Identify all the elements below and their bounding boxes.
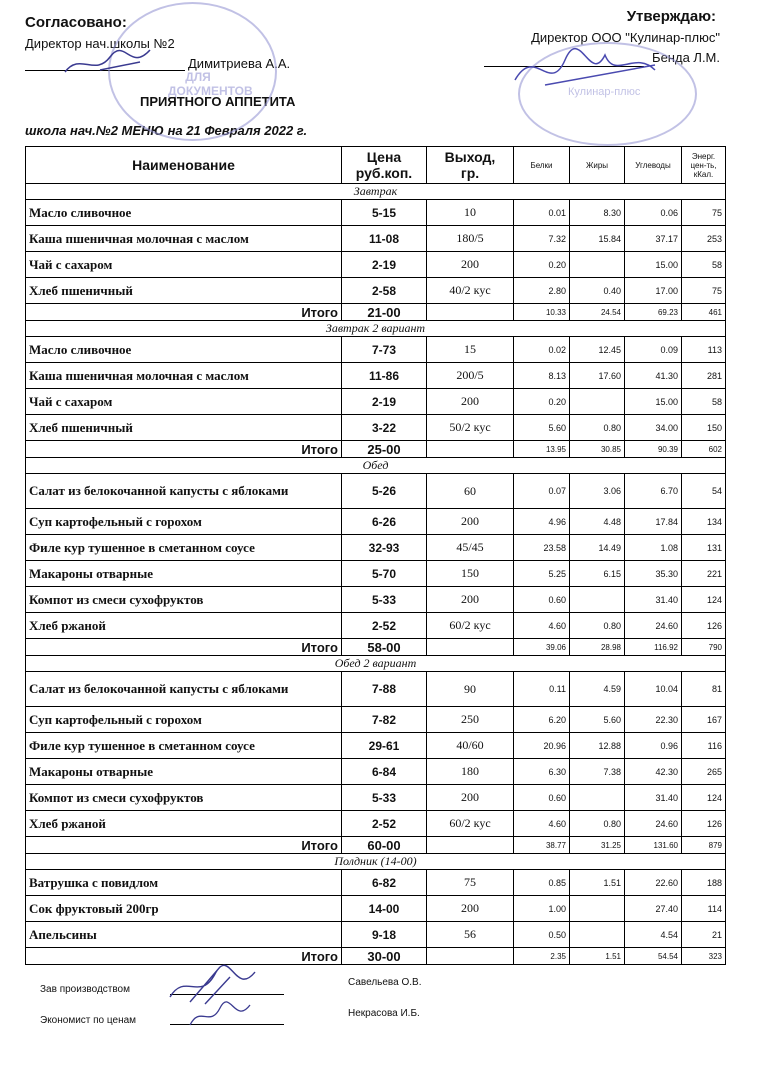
approved-title: Утверждаю: (626, 8, 716, 25)
item-price: 7-73 (342, 337, 427, 363)
item-kcal: 134 (682, 509, 726, 535)
item-fats: 0.80 (570, 613, 625, 639)
section-header-row (26, 184, 726, 200)
item-proteins: 0.50 (514, 922, 570, 948)
item-carbs: 31.40 (625, 785, 682, 811)
item-price: 5-26 (342, 474, 427, 509)
menu-item-row (26, 759, 726, 785)
total-kcal: 602 (682, 441, 726, 458)
column-carbs: Углеводы (625, 147, 682, 184)
item-price: 7-82 (342, 707, 427, 733)
menu-item-row (26, 707, 726, 733)
item-price: 5-33 (342, 785, 427, 811)
item-kcal: 75 (682, 200, 726, 226)
item-name: Чай с сахаром (26, 389, 342, 415)
menu-item-row (26, 337, 726, 363)
item-proteins: 0.85 (514, 870, 570, 896)
total-label: Итого (26, 639, 342, 656)
section-header-row (26, 854, 726, 870)
section-header-row (26, 656, 726, 672)
item-carbs: 24.60 (625, 613, 682, 639)
item-price: 2-52 (342, 811, 427, 837)
total-kcal: 461 (682, 304, 726, 321)
item-fats: 0.80 (570, 811, 625, 837)
item-fats (570, 785, 625, 811)
item-price: 2-19 (342, 252, 427, 278)
item-carbs: 22.60 (625, 870, 682, 896)
total-price: 21-00 (342, 304, 427, 321)
total-carbs: 131.60 (625, 837, 682, 854)
item-carbs: 35.30 (625, 561, 682, 587)
total-kcal: 323 (682, 948, 726, 965)
item-price: 2-19 (342, 389, 427, 415)
menu-item-row (26, 474, 726, 509)
item-kcal: 188 (682, 870, 726, 896)
item-kcal: 54 (682, 474, 726, 509)
item-fats: 14.49 (570, 535, 625, 561)
column-energy: Энерг. цен-ть, кКал. (682, 147, 726, 184)
item-carbs: 24.60 (625, 811, 682, 837)
item-proteins: 0.11 (514, 672, 570, 707)
menu-item-row (26, 587, 726, 613)
item-output: 200 (427, 509, 514, 535)
total-proteins: 13.95 (514, 441, 570, 458)
economist-signature (185, 1000, 265, 1030)
total-label: Итого (26, 837, 342, 854)
item-output: 45/45 (427, 535, 514, 561)
total-output-empty (427, 304, 514, 321)
item-kcal: 124 (682, 785, 726, 811)
item-fats: 5.60 (570, 707, 625, 733)
item-kcal: 253 (682, 226, 726, 252)
item-kcal: 58 (682, 389, 726, 415)
item-kcal: 113 (682, 337, 726, 363)
item-kcal: 131 (682, 535, 726, 561)
column-price: Цена руб.коп. (342, 147, 427, 184)
item-fats: 1.51 (570, 870, 625, 896)
section-header-row (26, 458, 726, 474)
item-proteins: 6.20 (514, 707, 570, 733)
item-kcal: 81 (682, 672, 726, 707)
column-proteins: Белки (514, 147, 570, 184)
item-output: 60/2 кус (427, 811, 514, 837)
item-fats: 4.59 (570, 672, 625, 707)
total-output-empty (427, 948, 514, 965)
item-fats (570, 389, 625, 415)
item-price: 5-70 (342, 561, 427, 587)
total-price: 30-00 (342, 948, 427, 965)
item-proteins: 7.32 (514, 226, 570, 252)
item-fats (570, 587, 625, 613)
total-fats: 28.98 (570, 639, 625, 656)
agreed-title: Согласовано: (25, 14, 127, 31)
item-output: 56 (427, 922, 514, 948)
item-output: 200 (427, 252, 514, 278)
item-price: 14-00 (342, 896, 427, 922)
total-proteins: 39.06 (514, 639, 570, 656)
menu-item-row (26, 672, 726, 707)
item-kcal: 126 (682, 811, 726, 837)
total-label: Итого (26, 304, 342, 321)
total-carbs: 90.39 (625, 441, 682, 458)
item-fats: 6.15 (570, 561, 625, 587)
item-name: Ватрушка с повидлом (26, 870, 342, 896)
item-name: Хлеб ржаной (26, 613, 342, 639)
item-price: 6-82 (342, 870, 427, 896)
menu-item-row (26, 415, 726, 441)
item-name: Компот из смеси сухофруктов (26, 785, 342, 811)
section-title: Завтрак (26, 184, 726, 200)
menu-item-row (26, 785, 726, 811)
total-label: Итого (26, 441, 342, 458)
total-fats: 24.54 (570, 304, 625, 321)
menu-item-row (26, 226, 726, 252)
item-kcal: 124 (682, 587, 726, 613)
section-title: Завтрак 2 вариант (26, 321, 726, 337)
agreed-signature (60, 42, 170, 82)
item-price: 11-86 (342, 363, 427, 389)
item-carbs: 0.09 (625, 337, 682, 363)
item-proteins: 0.02 (514, 337, 570, 363)
menu-item-row (26, 896, 726, 922)
total-fats: 31.25 (570, 837, 625, 854)
item-proteins: 4.60 (514, 811, 570, 837)
total-price: 58-00 (342, 639, 427, 656)
item-fats: 15.84 (570, 226, 625, 252)
column-fats: Жиры (570, 147, 625, 184)
item-price: 2-58 (342, 278, 427, 304)
item-output: 60/2 кус (427, 613, 514, 639)
menu-item-row (26, 200, 726, 226)
item-carbs: 4.54 (625, 922, 682, 948)
item-kcal: 126 (682, 613, 726, 639)
item-carbs: 0.06 (625, 200, 682, 226)
item-fats: 0.40 (570, 278, 625, 304)
item-carbs: 22.30 (625, 707, 682, 733)
item-output: 180 (427, 759, 514, 785)
item-proteins: 6.30 (514, 759, 570, 785)
agreed-name: Димитриева А.А. (188, 56, 291, 71)
item-price: 2-52 (342, 613, 427, 639)
item-proteins: 5.60 (514, 415, 570, 441)
item-price: 9-18 (342, 922, 427, 948)
item-name: Филе кур тушенное в сметанном соусе (26, 733, 342, 759)
item-proteins: 2.80 (514, 278, 570, 304)
item-name: Масло сливочное (26, 337, 342, 363)
item-name: Суп картофельный с горохом (26, 707, 342, 733)
item-name: Филе кур тушенное в сметанном соусе (26, 535, 342, 561)
menu-item-row (26, 613, 726, 639)
item-output: 75 (427, 870, 514, 896)
menu-item-row (26, 870, 726, 896)
item-carbs: 31.40 (625, 587, 682, 613)
approved-position: Директор ООО "Кулинар-плюс" (531, 30, 720, 45)
item-proteins: 8.13 (514, 363, 570, 389)
item-proteins: 1.00 (514, 896, 570, 922)
item-fats: 0.80 (570, 415, 625, 441)
item-kcal: 58 (682, 252, 726, 278)
item-name: Сок фруктовый 200гр (26, 896, 342, 922)
item-carbs: 17.00 (625, 278, 682, 304)
table-header-row (26, 147, 726, 184)
economist-name: Некрасова И.Б. (348, 1008, 420, 1019)
item-carbs: 6.70 (625, 474, 682, 509)
item-kcal: 167 (682, 707, 726, 733)
item-proteins: 20.96 (514, 733, 570, 759)
item-kcal: 21 (682, 922, 726, 948)
item-name: Апельсины (26, 922, 342, 948)
item-output: 200/5 (427, 363, 514, 389)
total-kcal: 790 (682, 639, 726, 656)
item-price: 7-88 (342, 672, 427, 707)
item-output: 90 (427, 672, 514, 707)
menu-item-row (26, 922, 726, 948)
item-fats (570, 922, 625, 948)
menu-item-row (26, 363, 726, 389)
item-name: Каша пшеничная молочная с маслом (26, 226, 342, 252)
item-price: 5-15 (342, 200, 427, 226)
total-proteins: 2.35 (514, 948, 570, 965)
item-carbs: 34.00 (625, 415, 682, 441)
item-carbs: 27.40 (625, 896, 682, 922)
item-kcal: 114 (682, 896, 726, 922)
item-kcal: 75 (682, 278, 726, 304)
item-kcal: 221 (682, 561, 726, 587)
total-output-empty (427, 639, 514, 656)
item-price: 29-61 (342, 733, 427, 759)
item-name: Масло сливочное (26, 200, 342, 226)
item-carbs: 10.04 (625, 672, 682, 707)
total-row (26, 639, 726, 656)
item-name: Хлеб пшеничный (26, 278, 342, 304)
total-price: 25-00 (342, 441, 427, 458)
item-fats: 8.30 (570, 200, 625, 226)
item-output: 40/2 кус (427, 278, 514, 304)
item-price: 11-08 (342, 226, 427, 252)
item-kcal: 265 (682, 759, 726, 785)
item-fats: 7.38 (570, 759, 625, 785)
item-name: Макароны отварные (26, 759, 342, 785)
total-carbs: 69.23 (625, 304, 682, 321)
item-fats: 12.88 (570, 733, 625, 759)
company-stamp-text: Кулинар-плюс (568, 86, 641, 98)
item-proteins: 0.20 (514, 252, 570, 278)
item-output: 200 (427, 389, 514, 415)
item-name: Хлеб пшеничный (26, 415, 342, 441)
school-stamp-text: ДЛЯ ДОКУМЕНТОВ (168, 70, 253, 98)
section-header-row (26, 321, 726, 337)
item-fats: 17.60 (570, 363, 625, 389)
total-fats: 30.85 (570, 441, 625, 458)
column-output: Выход, гр. (427, 147, 514, 184)
item-carbs: 42.30 (625, 759, 682, 785)
item-output: 10 (427, 200, 514, 226)
total-row (26, 441, 726, 458)
item-kcal: 116 (682, 733, 726, 759)
item-output: 40/60 (427, 733, 514, 759)
item-proteins: 4.96 (514, 509, 570, 535)
section-title: Обед 2 вариант (26, 656, 726, 672)
item-price: 3-22 (342, 415, 427, 441)
item-output: 200 (427, 587, 514, 613)
section-title: Обед (26, 458, 726, 474)
item-carbs: 41.30 (625, 363, 682, 389)
menu-item-row (26, 509, 726, 535)
item-fats: 3.06 (570, 474, 625, 509)
item-name: Хлеб ржаной (26, 811, 342, 837)
column-name: Наименование (26, 147, 342, 184)
menu-table (25, 146, 726, 965)
menu-item-row (26, 561, 726, 587)
item-output: 200 (427, 896, 514, 922)
item-carbs: 17.84 (625, 509, 682, 535)
item-kcal: 150 (682, 415, 726, 441)
total-output-empty (427, 837, 514, 854)
production-head-label: Зав производством (40, 984, 130, 995)
menu-item-row (26, 535, 726, 561)
item-output: 15 (427, 337, 514, 363)
item-proteins: 0.60 (514, 587, 570, 613)
item-output: 200 (427, 785, 514, 811)
total-row (26, 948, 726, 965)
agreed-position: Директор нач.школы №2 (25, 36, 175, 51)
total-row (26, 837, 726, 854)
item-name: Компот из смеси сухофруктов (26, 587, 342, 613)
item-fats: 12.45 (570, 337, 625, 363)
item-kcal: 281 (682, 363, 726, 389)
total-price: 60-00 (342, 837, 427, 854)
approved-name: Бенда Л.М. (652, 50, 720, 65)
total-fats: 1.51 (570, 948, 625, 965)
item-proteins: 0.01 (514, 200, 570, 226)
total-carbs: 116.92 (625, 639, 682, 656)
item-output: 250 (427, 707, 514, 733)
item-output: 150 (427, 561, 514, 587)
item-name: Макароны отварные (26, 561, 342, 587)
menu-item-row (26, 811, 726, 837)
menu-item-row (26, 389, 726, 415)
item-proteins: 0.20 (514, 389, 570, 415)
item-price: 6-26 (342, 509, 427, 535)
total-row (26, 304, 726, 321)
item-carbs: 1.08 (625, 535, 682, 561)
production-head-name: Савельева О.В. (348, 977, 422, 988)
greeting: ПРИЯТНОГО АППЕТИТА (140, 94, 296, 109)
item-proteins: 0.07 (514, 474, 570, 509)
item-output: 180/5 (427, 226, 514, 252)
item-carbs: 15.00 (625, 389, 682, 415)
item-price: 6-84 (342, 759, 427, 785)
item-carbs: 15.00 (625, 252, 682, 278)
item-name: Салат из белокочанной капусты с яблоками (26, 672, 342, 707)
item-proteins: 0.60 (514, 785, 570, 811)
item-fats (570, 252, 625, 278)
item-carbs: 37.17 (625, 226, 682, 252)
item-fats (570, 896, 625, 922)
total-output-empty (427, 441, 514, 458)
item-proteins: 23.58 (514, 535, 570, 561)
item-price: 5-33 (342, 587, 427, 613)
total-kcal: 879 (682, 837, 726, 854)
item-name: Каша пшеничная молочная с маслом (26, 363, 342, 389)
section-title: Полдник (14-00) (26, 854, 726, 870)
item-fats: 4.48 (570, 509, 625, 535)
item-name: Салат из белокочанной капусты с яблоками (26, 474, 342, 509)
economist-label: Экономист по ценам (40, 1015, 137, 1026)
menu-item-row (26, 278, 726, 304)
menu-item-row (26, 733, 726, 759)
item-price: 32-93 (342, 535, 427, 561)
item-proteins: 5.25 (514, 561, 570, 587)
item-carbs: 0.96 (625, 733, 682, 759)
item-output: 60 (427, 474, 514, 509)
item-name: Суп картофельный с горохом (26, 509, 342, 535)
total-proteins: 10.33 (514, 304, 570, 321)
total-proteins: 38.77 (514, 837, 570, 854)
approved-signature (505, 40, 685, 100)
total-label: Итого (26, 948, 342, 965)
item-name: Чай с сахаром (26, 252, 342, 278)
total-carbs: 54.54 (625, 948, 682, 965)
menu-item-row (26, 252, 726, 278)
menu-title: школа нач.№2 МЕНЮ на 21 Февраля 2022 г. (25, 123, 308, 138)
item-proteins: 4.60 (514, 613, 570, 639)
item-output: 50/2 кус (427, 415, 514, 441)
